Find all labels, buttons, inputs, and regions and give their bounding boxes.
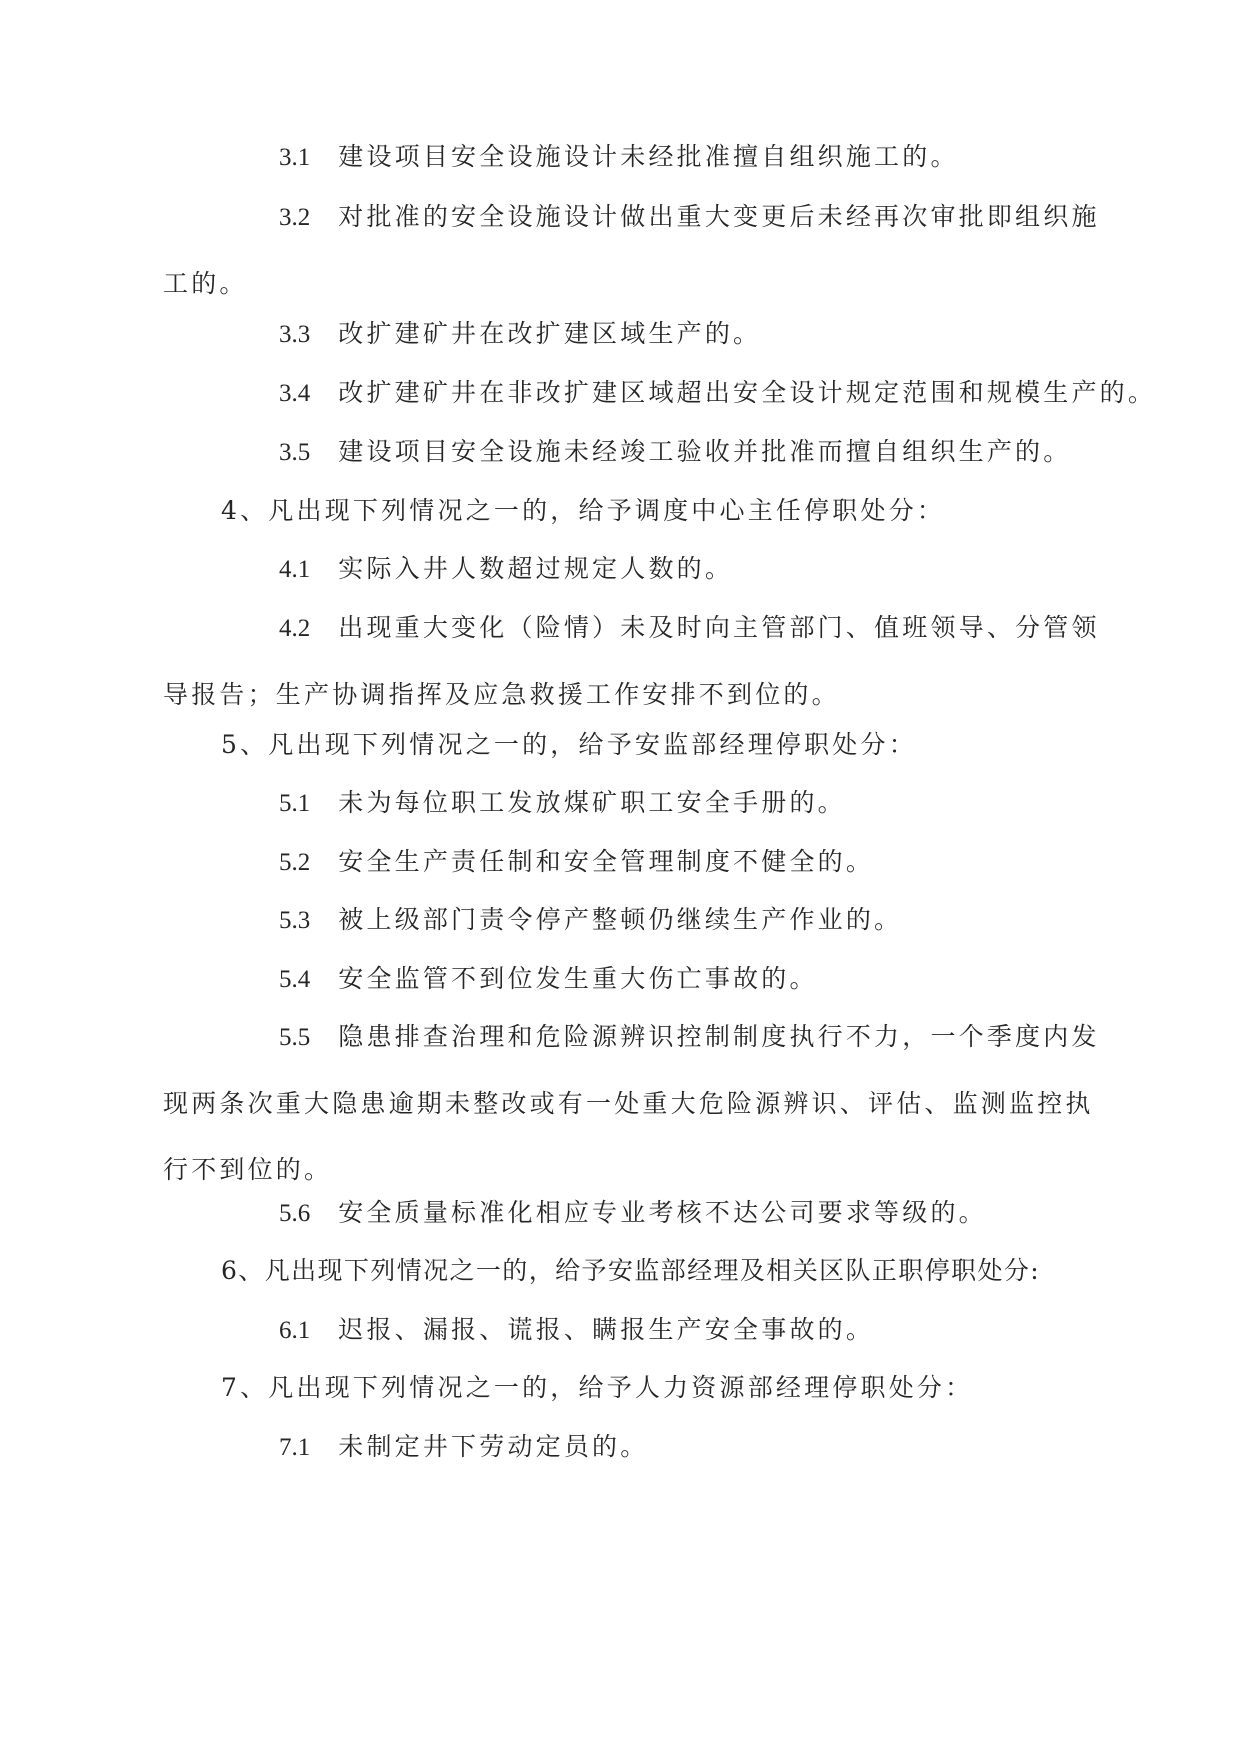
clause-4-2 <box>163 595 1103 728</box>
section-6-heading <box>163 1238 1103 1304</box>
clause-number: 5.6 <box>279 1200 311 1227</box>
clause-5-1 <box>163 770 1103 837</box>
clause-6-1 <box>163 1297 1103 1364</box>
clause-3-3 <box>163 301 1103 368</box>
clause-number: 7.1 <box>279 1434 311 1461</box>
section-heading-text: 6、凡出现下列情况之一的，给予安监部经理及相关区队正职停职处分: <box>221 1256 1041 1285</box>
clause-number: 5.2 <box>279 849 311 876</box>
clause-number: 3.1 <box>279 144 311 171</box>
section-5-heading <box>163 712 1103 778</box>
section-heading-text: 4、凡出现下列情况之一的，给予调度中心主任停职处分： <box>221 496 946 525</box>
clause-4-1 <box>163 536 1103 603</box>
section-4-heading <box>163 478 1103 544</box>
clause-text: 对批准的安全设施设计做出重大变更后未经再次审批即组织施工的。 <box>163 202 1100 298</box>
clause-text: 隐患排查治理和危险源辨识控制制度执行不力，一个季度内发现两条次重大隐患逾期未整改或有一处重大危险源辨识、评估、监测监控执行不到位的。 <box>163 1022 1100 1184</box>
clause-number: 4.2 <box>279 615 311 642</box>
clause-number: 3.3 <box>279 321 311 348</box>
clause-text: 未为每位职工发放煤矿职工安全手册的。 <box>338 788 846 817</box>
clause-3-4 <box>163 360 1157 427</box>
clause-number: 6.1 <box>279 1317 311 1344</box>
clause-text: 建设项目安全设施设计未经批准擅自组织施工的。 <box>338 142 959 171</box>
clause-5-5 <box>163 1004 1103 1203</box>
clause-5-4 <box>163 946 1103 1013</box>
section-7-heading <box>163 1355 1103 1421</box>
clause-number: 4.1 <box>279 556 311 583</box>
clause-number: 3.5 <box>279 439 311 466</box>
clause-number: 3.2 <box>279 204 311 231</box>
section-heading-text: 7、凡出现下列情况之一的，给予人力资源部经理停职处分： <box>221 1373 974 1402</box>
clause-3-2 <box>163 184 1103 317</box>
clause-text: 迟报、漏报、谎报、瞒报生产安全事故的。 <box>338 1315 875 1344</box>
clause-number: 5.4 <box>279 966 311 993</box>
clause-7-1 <box>163 1414 1103 1481</box>
clause-text: 安全生产责任制和安全管理制度不健全的。 <box>338 847 875 876</box>
clause-text: 安全质量标准化相应专业考核不达公司要求等级的。 <box>338 1198 987 1227</box>
clause-5-6 <box>163 1180 1103 1247</box>
clause-5-3 <box>163 887 1103 954</box>
clause-number: 3.4 <box>279 380 311 407</box>
clause-text: 改扩建矿井在改扩建区域生产的。 <box>338 319 762 348</box>
clause-5-2 <box>163 829 1103 896</box>
clause-text: 安全监管不到位发生重大伤亡事故的。 <box>338 964 818 993</box>
section-heading-text: 5、凡出现下列情况之一的，给予安监部经理停职处分： <box>221 730 917 759</box>
clause-text: 建设项目安全设施未经竣工验收并批准而擅自组织生产的。 <box>338 437 1072 466</box>
clause-number: 5.3 <box>279 907 311 934</box>
clause-text: 实际入井人数超过规定人数的。 <box>338 554 734 583</box>
clause-3-5 <box>163 419 1103 486</box>
clause-text: 出现重大变化（险情）未及时向主管部门、值班领导、分管领导报告；生产协调指挥及应急救援工作安排不到位的。 <box>163 613 1100 709</box>
clause-3-1 <box>163 124 1103 191</box>
clause-number: 5.5 <box>279 1024 311 1051</box>
clause-text: 改扩建矿井在非改扩建区域超出安全设计规定范围和规模生产的。 <box>338 378 1157 407</box>
clause-text: 被上级部门责令停产整顿仍继续生产作业的。 <box>338 905 903 934</box>
clause-text: 未制定井下劳动定员的。 <box>338 1432 649 1461</box>
clause-number: 5.1 <box>279 790 311 817</box>
